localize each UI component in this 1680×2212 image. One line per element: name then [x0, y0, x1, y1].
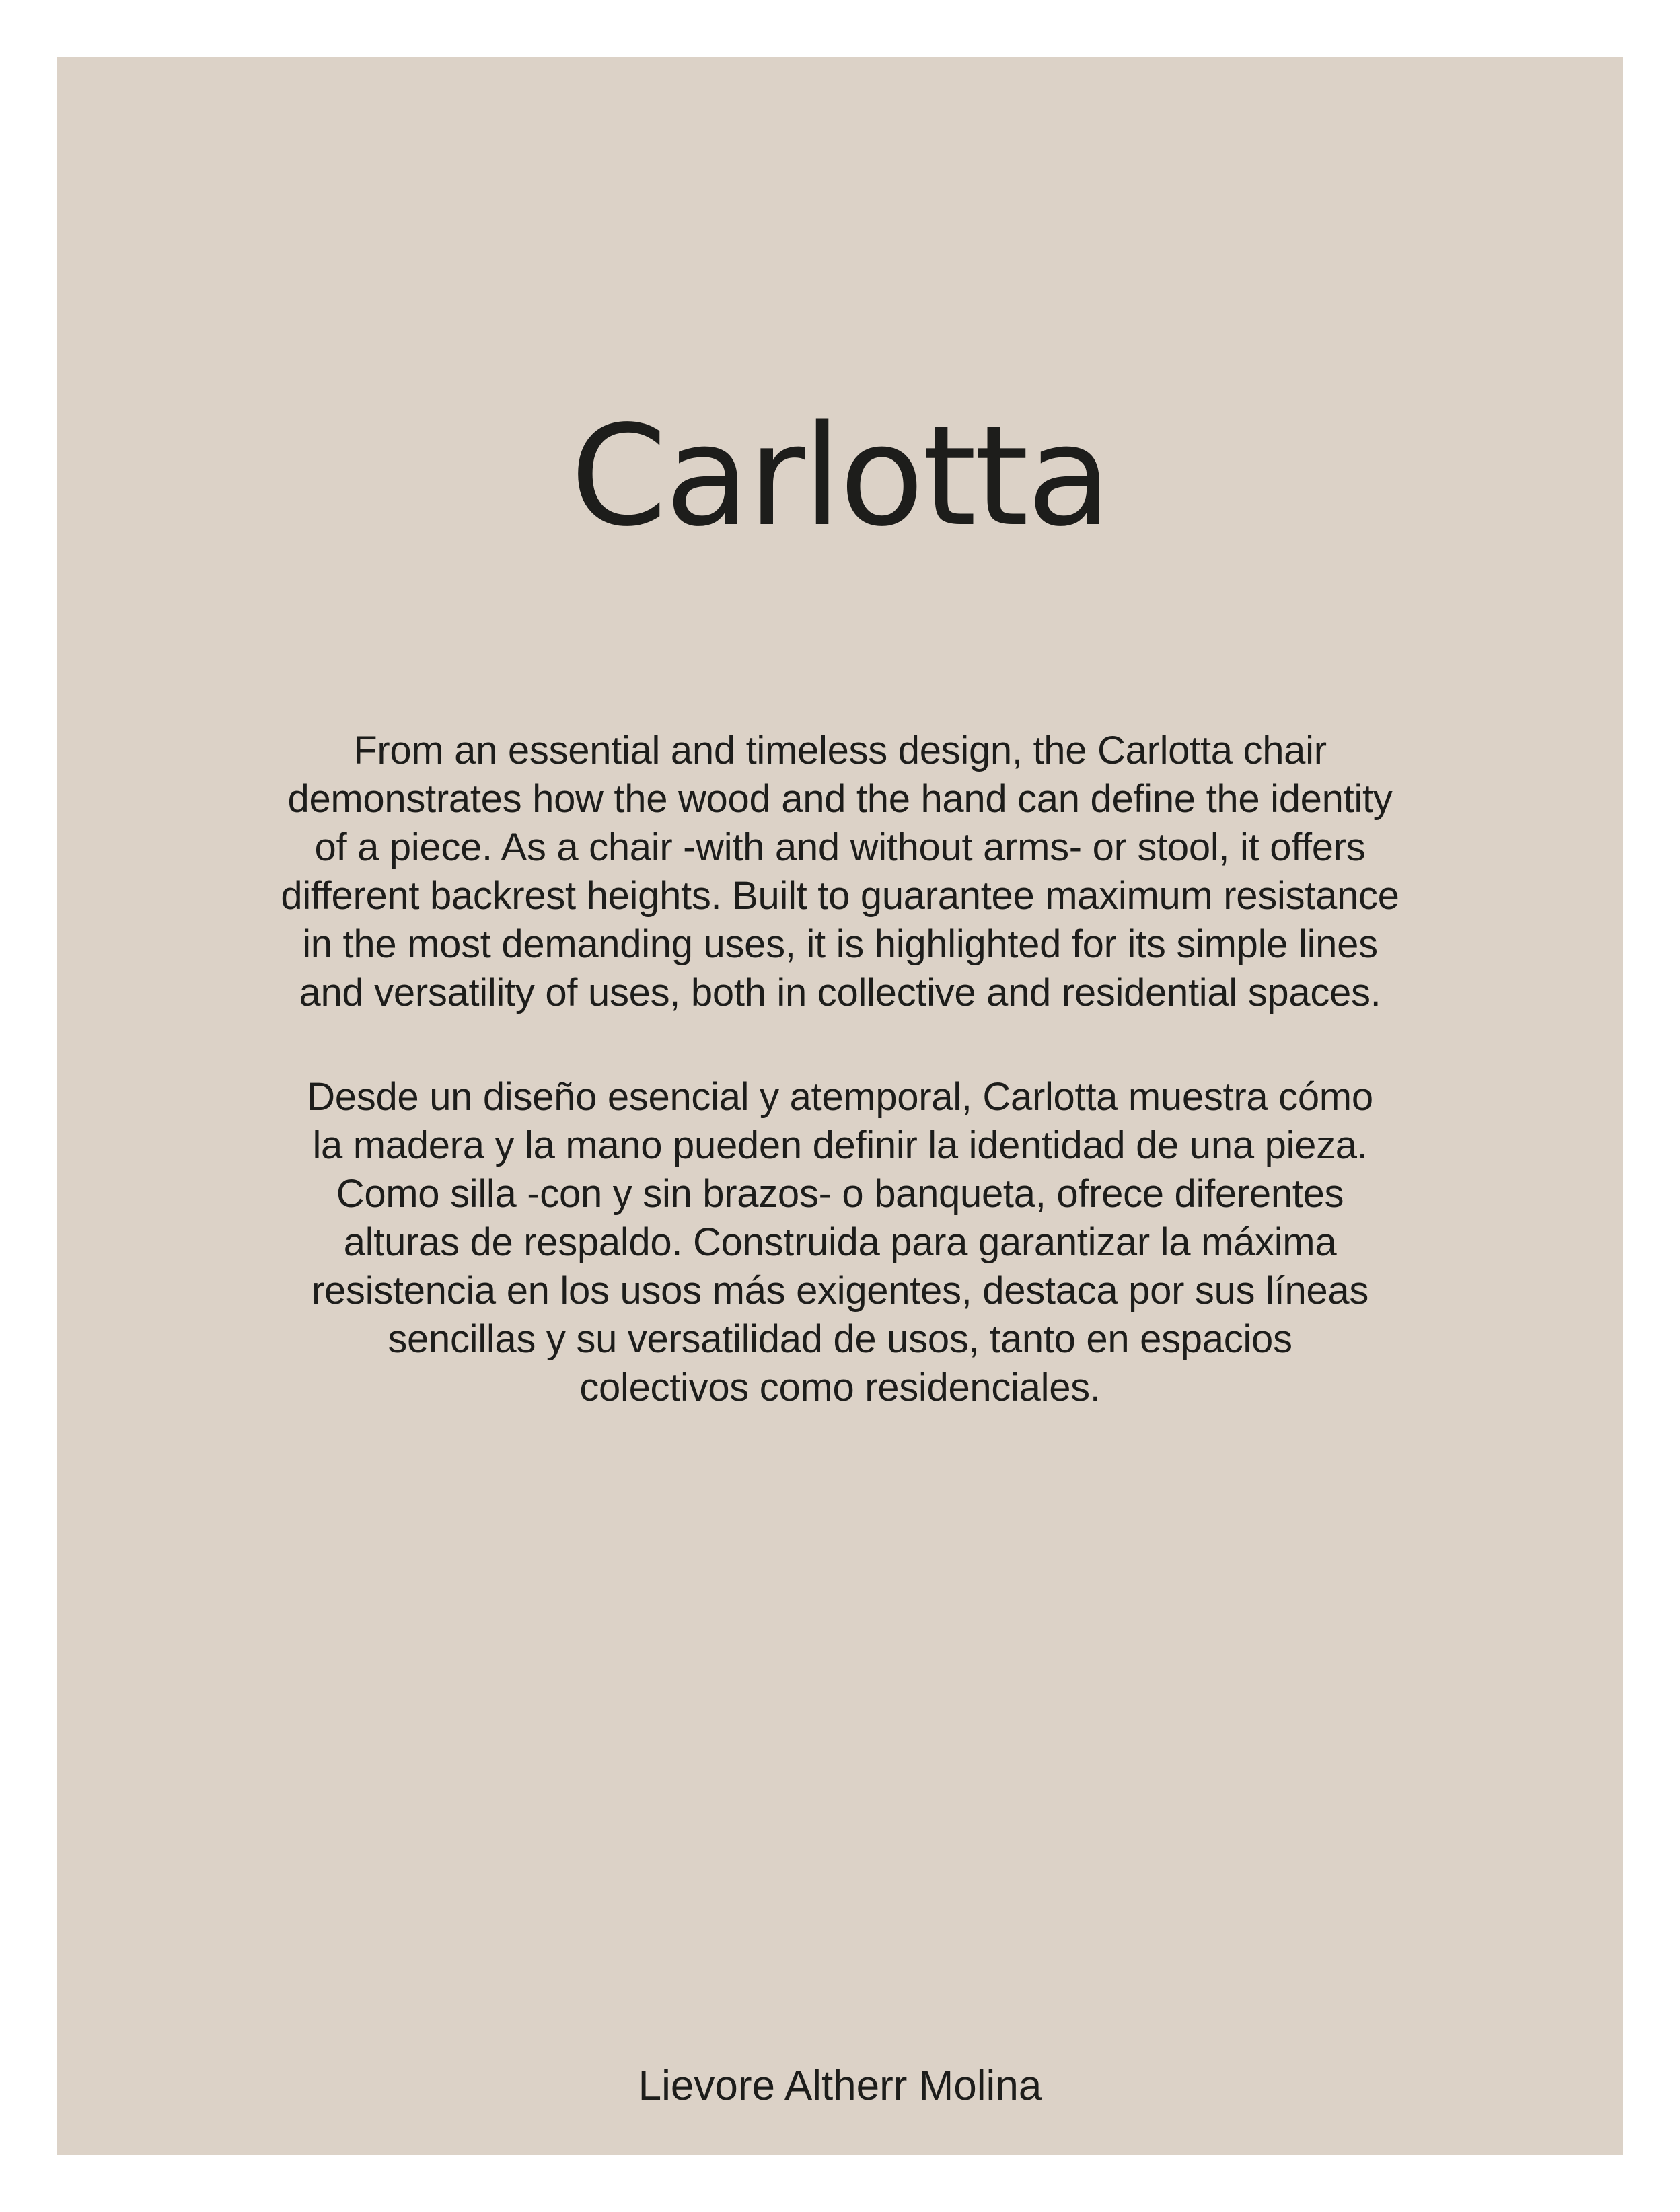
description-english-line: From an essential and timeless design, the Carlotta chair	[353, 729, 1327, 772]
description-english-line: of a piece. As a chair -with and without arms- or stool, it offers	[314, 825, 1366, 869]
description-english	[178, 727, 1502, 1017]
description-spanish-line: Como silla -con y sin brazos- o banqueta, ofrece diferentes	[336, 1172, 1344, 1216]
description-spanish-line: colectivos como residenciales.	[579, 1366, 1101, 1409]
page-title: Carlotta	[570, 396, 1110, 557]
description-english-line: and versatility of uses, both in collective and residential spaces.	[299, 971, 1381, 1015]
description-spanish-line: alturas de respaldo. Construida para garantizar la máxima	[343, 1220, 1337, 1264]
description-english-line: demonstrates how the wood and the hand can define the identity	[287, 777, 1393, 821]
description-english-line: in the most demanding uses, it is highlighted for its simple lines	[302, 922, 1378, 966]
description-spanish	[178, 1073, 1502, 1412]
description-spanish-line: sencillas y su versatilidad de usos, tanto en espacios	[388, 1317, 1292, 1361]
description-english-line: different backrest heights. Built to guarantee maximum resistance	[281, 874, 1399, 918]
description-spanish-line: Desde un diseño esencial y atemporal, Carlotta muestra cómo	[307, 1075, 1373, 1119]
designer-credit: Lievore Altherr Molina	[638, 2063, 1042, 2109]
description-spanish-line: la madera y la mano pueden definir la identidad de una pieza.	[312, 1123, 1368, 1167]
page-panel	[57, 57, 1623, 2155]
description-spanish-line: resistencia en los usos más exigentes, destaca por sus líneas	[311, 1269, 1369, 1313]
